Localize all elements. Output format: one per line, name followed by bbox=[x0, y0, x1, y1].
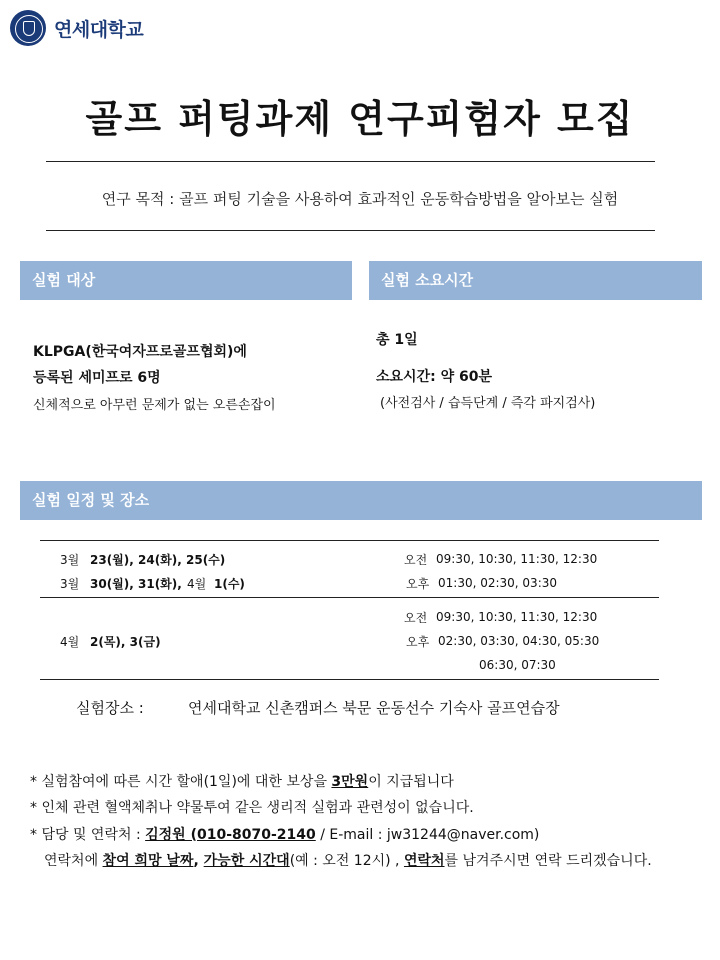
note-contact-label: * 담당 및 연락처 : bbox=[30, 827, 146, 843]
note-compensation-text: * 실험참여에 따른 시간 할애(1일)에 대한 보상을 bbox=[30, 774, 332, 790]
row2-days: 2(목), 3(금) bbox=[90, 635, 161, 649]
row1-pm-times: 01:30, 02:30, 03:30 bbox=[438, 576, 558, 590]
note-no-physiological: * 인체 관련 혈액체취나 약물투여 같은 생리적 실험과 관련성이 없습니다. bbox=[30, 800, 474, 816]
row1-am-times: 09:30, 10:30, 11:30, 12:30 bbox=[436, 552, 598, 566]
note-available-time: 가능한 시간대 bbox=[203, 853, 290, 869]
row1-days-2b: 1(수) bbox=[214, 577, 245, 591]
row2-pm-times-2: 06:30, 07:30 bbox=[479, 658, 556, 672]
row1-days-1: 23(월), 24(화), 25(수) bbox=[90, 553, 226, 567]
row1-month-2b: 4월 bbox=[187, 577, 207, 591]
duration-header: 실험 소요시간 bbox=[369, 261, 702, 300]
subjects-line-1: KLPGA(한국여자프로골프협회)에 bbox=[33, 344, 247, 360]
title-divider-bottom bbox=[46, 230, 655, 231]
university-name: 연세대학교 bbox=[54, 18, 144, 41]
note-contact-info: 연락처 bbox=[403, 853, 445, 869]
duration-time: 소요시간: 약 60분 bbox=[376, 369, 492, 385]
contact-email: / E-mail : jw31244@naver.com) bbox=[315, 827, 540, 843]
row1-days-2: 30(월), 31(화), bbox=[90, 577, 182, 591]
note-contact bbox=[30, 824, 539, 844]
duration-total: 총 1일 bbox=[376, 332, 418, 348]
row1-month-2: 3월 bbox=[60, 577, 80, 591]
row2-month: 4월 bbox=[60, 635, 80, 649]
note-compensation bbox=[30, 771, 454, 791]
schedule-header: 실험 일정 및 장소 bbox=[20, 481, 702, 520]
row2-am-times: 09:30, 10:30, 11:30, 12:30 bbox=[436, 610, 598, 624]
research-purpose: 연구 목적 : 골프 퍼팅 기술을 사용하여 효과적인 운동학습방법을 알아보는 실험 bbox=[101, 190, 619, 208]
row2-pm-times: 02:30, 03:30, 04:30, 05:30 bbox=[438, 634, 600, 648]
note-compensation-suffix: 이 지급됩니다 bbox=[368, 774, 454, 790]
note-instructions-prefix: 연락처에 bbox=[44, 853, 103, 869]
note-compensation-amount: 3만원 bbox=[331, 774, 369, 790]
page-title: 골프 퍼팅과제 연구피험자 모집 bbox=[85, 97, 635, 141]
note-comma: , bbox=[193, 853, 204, 869]
row2-pm-label: 오후 bbox=[406, 635, 430, 649]
row1-pm-label: 오후 bbox=[406, 577, 430, 591]
title-divider-top bbox=[46, 161, 655, 162]
subjects-header: 실험 대상 bbox=[20, 261, 352, 300]
schedule-table-top-line bbox=[40, 540, 659, 541]
university-seal-icon bbox=[10, 10, 46, 46]
note-preferred-date: 참여 희망 날짜 bbox=[102, 853, 194, 869]
row2-am-label: 오전 bbox=[404, 611, 428, 625]
note-example: (예 : 오전 12시) , bbox=[289, 853, 404, 869]
schedule-table-mid-line bbox=[40, 597, 659, 598]
duration-detail: (사전검사 / 습득단계 / 즉각 파지검사) bbox=[380, 396, 596, 411]
row1-month-1: 3월 bbox=[60, 553, 80, 567]
place-label: 실험장소 : bbox=[76, 699, 144, 717]
subjects-line-2: 등록된 세미프로 6명 bbox=[33, 370, 161, 386]
note-instructions bbox=[44, 850, 652, 870]
subjects-line-3: 신체적으로 아무런 문제가 없는 오른손잡이 bbox=[33, 398, 276, 413]
university-logo bbox=[10, 10, 143, 46]
schedule-table-bottom-line bbox=[40, 679, 659, 680]
contact-name-phone: 김정원 (010-8070-2140 bbox=[145, 827, 316, 843]
place-value: 연세대학교 신촌캠퍼스 북문 운동선수 기숙사 골프연습장 bbox=[188, 699, 560, 717]
row1-am-label: 오전 bbox=[404, 553, 428, 567]
note-instructions-suffix: 를 남겨주시면 연락 드리겠습니다. bbox=[444, 853, 652, 869]
